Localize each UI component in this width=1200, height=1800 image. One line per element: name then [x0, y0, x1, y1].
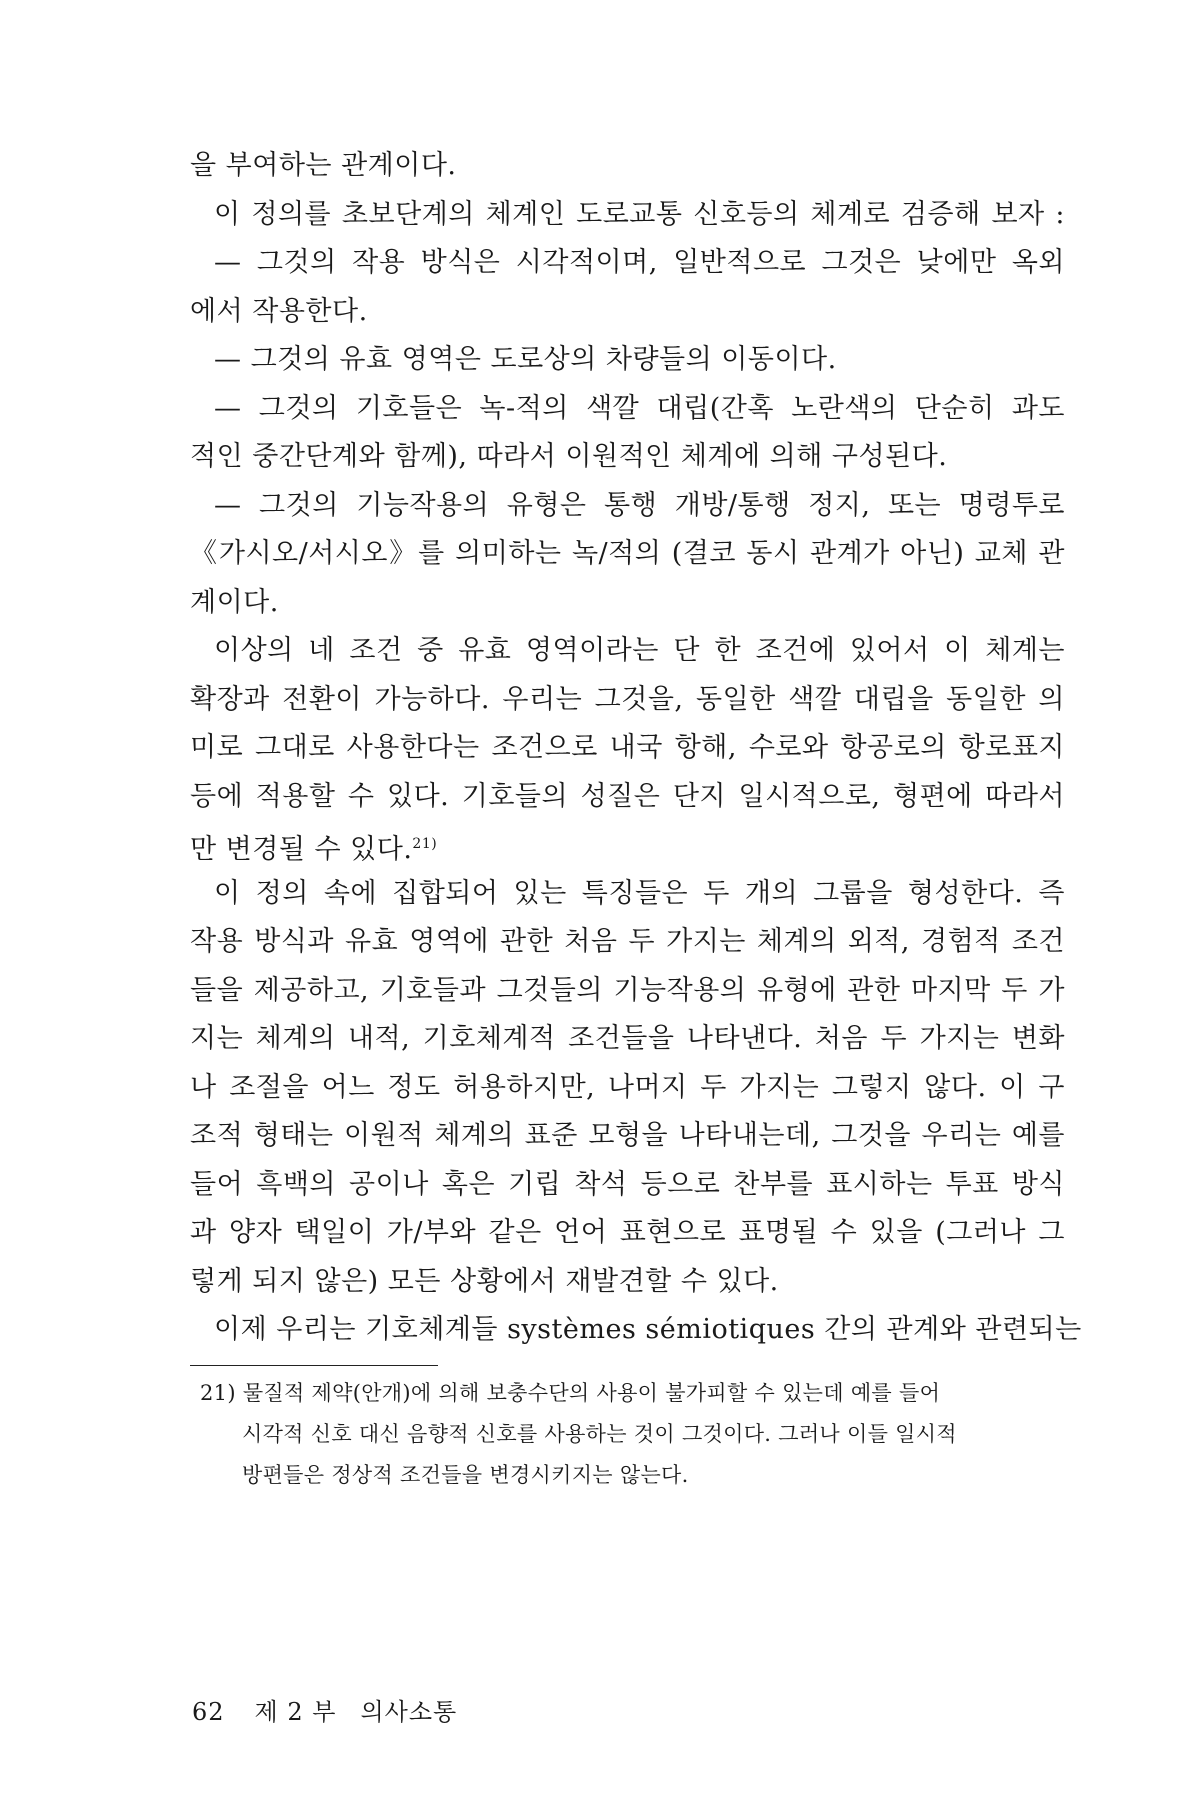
footnote-line: 방편들은 정상적 조건들을 변경시키지는 않는다. — [242, 1462, 689, 1487]
body-line: 계이다. — [190, 586, 279, 618]
body-line: 들어 흑백의 공이나 혹은 기립 착석 등으로 찬부를 표시하는 투표 방식 — [190, 1168, 1065, 1200]
part-label: 제 2 부 — [254, 1698, 337, 1726]
footnote-line: 시각적 신호 대신 음향적 신호를 사용하는 것이 그것이다. 그러나 이들 일시적 — [242, 1421, 957, 1446]
body-line: 렇게 되지 않은) 모든 상황에서 재발견할 수 있다. — [190, 1265, 779, 1297]
body-line: 미로 그대로 사용한다는 조건으로 내국 항해, 수로와 항공로의 항로표지 — [190, 732, 1065, 763]
body-line-text: 만 변경될 수 있다. — [190, 834, 413, 865]
body-line: 이 정의를 초보단계의 체계인 도로교통 신호등의 체계로 검증해 보자 : — [214, 198, 1065, 230]
page-number: 62 — [192, 1698, 225, 1726]
body-line: — 그것의 기호들은 녹-적의 색깔 대립(간혹 노란색의 단순히 과도 — [214, 392, 1065, 424]
body-line: 을 부여하는 관계이다. — [190, 150, 457, 181]
body-line: 들을 제공하고, 기호들과 그것들의 기능작용의 유형에 관한 마지막 두 가 — [190, 974, 1065, 1006]
body-line: — 그것의 작용 방식은 시각적이며, 일반적으로 그것은 낮에만 옥외 — [214, 247, 1065, 278]
body-line: 등에 적용할 수 있다. 기호들의 성질은 단지 일시적으로, 형편에 따라서 — [190, 780, 1065, 812]
body-line: 나 조절을 어느 정도 허용하지만, 나머지 두 가지는 그렇지 않다. 이 구 — [190, 1071, 1065, 1103]
footnote-number: 21) — [200, 1380, 236, 1405]
body-line — [190, 827, 1065, 876]
body-line: 에서 작용한다. — [190, 295, 368, 327]
body-line: 이제 우리는 기호체계들 systèmes sémiotiques 간의 관계와 관련되는 — [214, 1314, 1082, 1345]
footnote-line — [190, 1378, 1065, 1419]
section-label: 의사소통 — [360, 1698, 458, 1726]
footnote-text: 물질적 제약(안개)에 의해 보충수단의 사용이 불가피할 수 있는데 예를 들어 — [242, 1380, 941, 1405]
page-footer — [192, 1692, 457, 1727]
body-line: 이 정의 속에 집합되어 있는 특징들은 두 개의 그룹을 형성한다. 즉 — [214, 877, 1065, 909]
body-line: 지는 체계의 내적, 기호체계적 조건들을 나타낸다. 처음 두 가지는 변화 — [190, 1023, 1065, 1054]
body-line: 작용 방식과 유효 영역에 관한 처음 두 가지는 체계의 외적, 경험적 조건 — [190, 926, 1065, 957]
body-line: 적인 중간단계와 함께), 따라서 이원적인 체계에 의해 구성된다. — [190, 441, 948, 472]
body-line: 《가시오/서시오》를 의미하는 녹/적의 (결코 동시 관계가 아닌) 교체 관 — [190, 538, 1065, 569]
body-line: — 그것의 기능작용의 유형은 통행 개방/통행 정지, 또는 명령투로 — [214, 489, 1065, 521]
body-line: 과 양자 택일이 가/부와 같은 언어 표현으로 표명될 수 있을 (그러나 그 — [190, 1217, 1065, 1248]
body-line: 이상의 네 조건 중 유효 영역이라는 단 한 조건에 있어서 이 체계는 — [214, 635, 1065, 666]
footnote-reference: 21) — [412, 836, 438, 852]
page-body — [190, 148, 1082, 1501]
body-line: — 그것의 유효 영역은 도로상의 차량들의 이동이다. — [214, 344, 837, 375]
body-line: 확장과 전환이 가능하다. 우리는 그것을, 동일한 색깔 대립을 동일한 의 — [190, 683, 1065, 715]
footnote-rule — [190, 1365, 438, 1366]
body-line: 조적 형태는 이원적 체계의 표준 모형을 나타내는데, 그것을 우리는 예를 — [190, 1120, 1065, 1151]
